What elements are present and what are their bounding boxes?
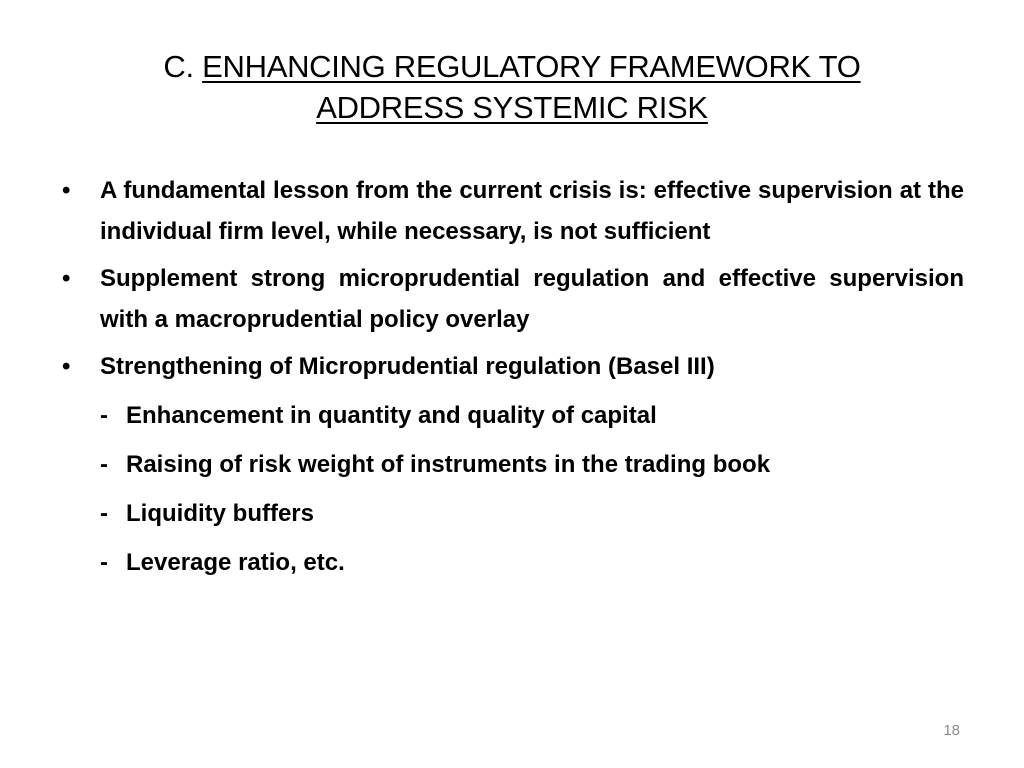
dash-marker: - [100, 451, 108, 478]
sub-list-item [62, 542, 964, 583]
bullet-item [62, 258, 964, 340]
sub-item-text: Raising of risk weight of instruments in the trading book [126, 451, 771, 478]
bullet-dot-icon: • [62, 177, 71, 204]
bullet-text: Supplement strong microprudential regulation and effective supervision with a macroprudential policy overlay [100, 265, 964, 333]
title-main-line1: ENHANCING REGULATORY FRAMEWORK TO [202, 49, 861, 84]
bullet-dot-icon: • [62, 353, 71, 380]
title-prefix: C. [163, 49, 203, 84]
sub-list-item [62, 395, 964, 436]
dash-marker: - [100, 500, 108, 527]
sub-list-item [62, 444, 964, 485]
sub-list-item [62, 493, 964, 534]
dash-marker: - [100, 402, 108, 429]
bullet-text: Strengthening of Microprudential regulation (Basel III) [100, 353, 715, 380]
bullet-dot-icon: • [62, 265, 71, 292]
bullet-item [62, 170, 964, 252]
dash-marker: - [100, 549, 108, 576]
title-main-line2: ADDRESS SYSTEMIC RISK [316, 90, 708, 125]
sub-item-text: Liquidity buffers [126, 500, 314, 527]
bullet-text: A fundamental lesson from the current crisis is: effective supervision at the individual firm level, while necessary, is not sufficient [100, 177, 964, 245]
slide-title [60, 46, 964, 128]
sub-item-text: Leverage ratio, etc. [126, 549, 345, 576]
bullet-item [62, 346, 964, 387]
page-number: 18 [943, 722, 960, 739]
sub-item-text: Enhancement in quantity and quality of capital [126, 402, 657, 429]
bullet-list [62, 170, 964, 583]
